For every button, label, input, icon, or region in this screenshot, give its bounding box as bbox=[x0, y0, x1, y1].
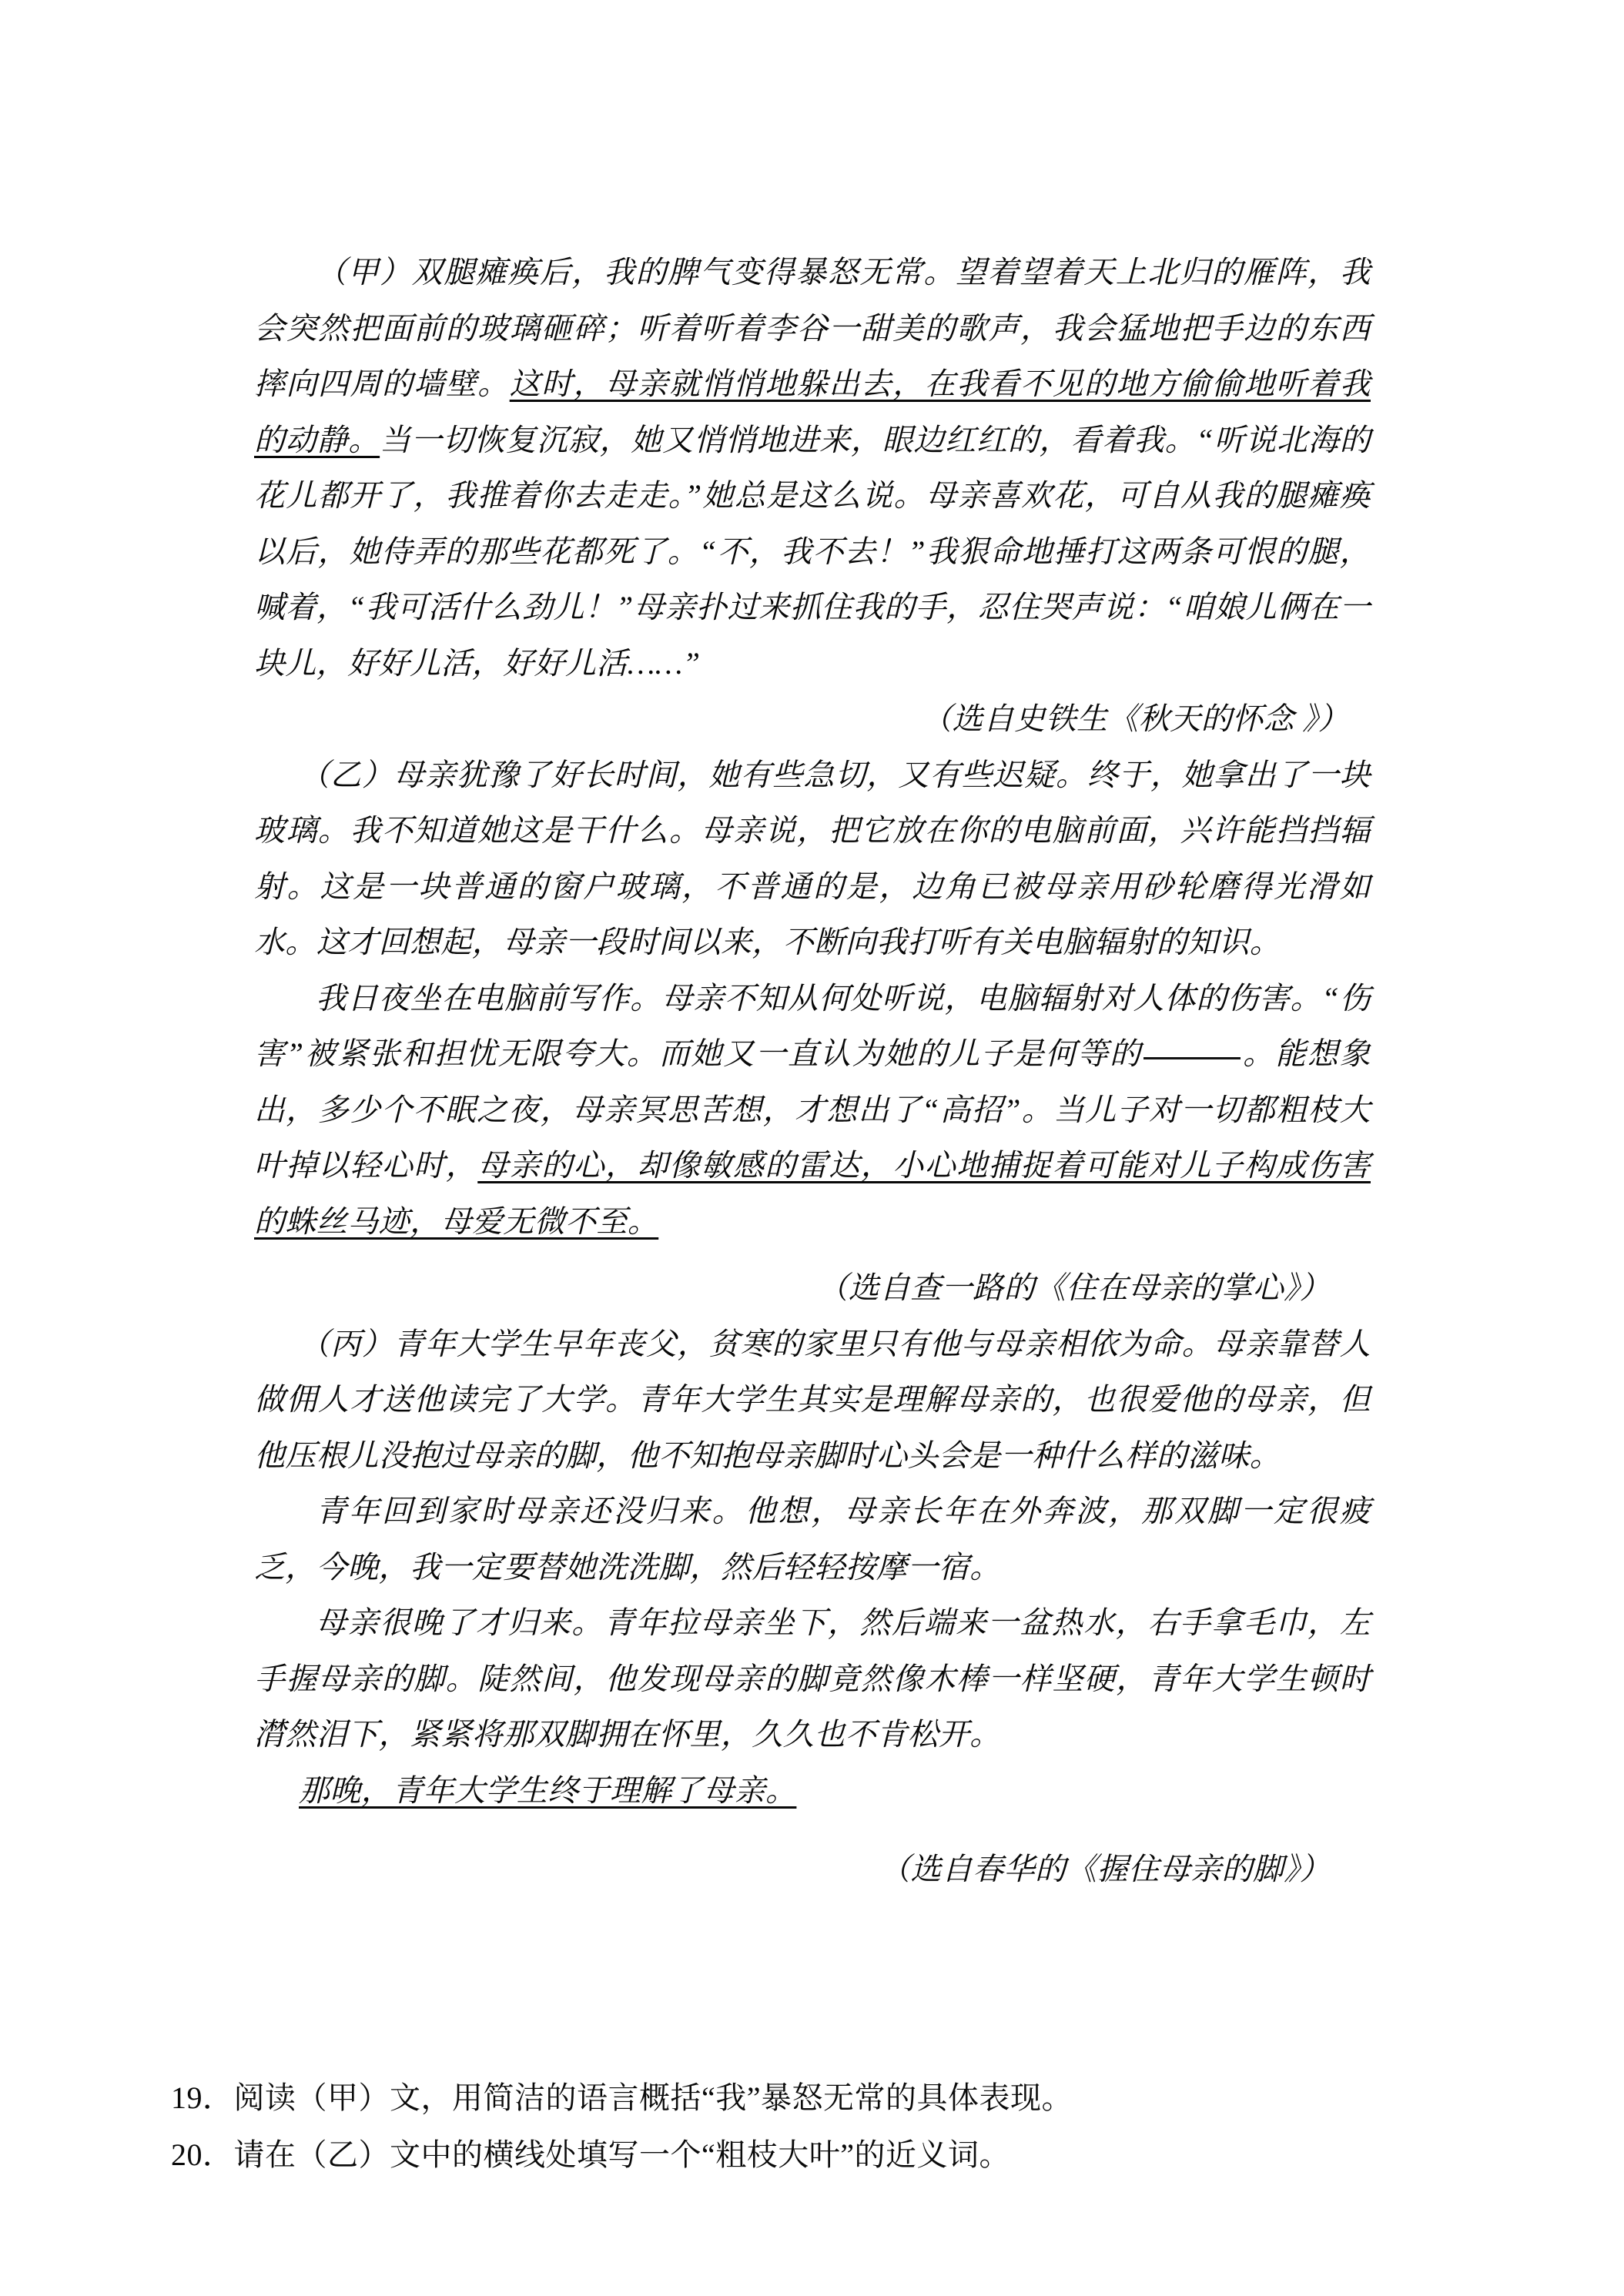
fill-in-blank-line[interactable] bbox=[1143, 1034, 1241, 1059]
question-19 bbox=[171, 2070, 1480, 2127]
passage-yi-paragraph-2 bbox=[254, 971, 1371, 1250]
question-19-text: 阅读（甲）文，用简洁的语言概括“我”暴怒无常的具体表现。 bbox=[233, 2080, 1073, 2115]
passage-bing-paragraph-2 bbox=[254, 1484, 1371, 1595]
questions-list bbox=[171, 2070, 1480, 2184]
spacer bbox=[254, 1819, 1371, 1842]
passage-jia-paragraph-1 bbox=[254, 245, 1371, 691]
passage-yi-run-1: （乙）母亲犹豫了好长时间，她有些急切，又有些迟疑。终于，她拿出了一块玻璃。我不知道她这是干什么。母亲说，把它放在你的电脑前面，兴许能挡挡辐射。这是一块普通的窗户玻璃，不普通的是，边角已被母亲用砂轮磨得光滑如水。这才回想起，母亲一段时间以来，不断向我打听有关电脑辐射的知识。 bbox=[254, 757, 1371, 959]
passage-yi-attribution: （选自查一路的《住在母亲的掌心》） bbox=[817, 1270, 1331, 1305]
passage-yi bbox=[254, 748, 1371, 1317]
spacer bbox=[254, 1250, 1371, 1260]
passage-jia-attribution: （选自史铁生《秋天的怀念 》） bbox=[921, 701, 1349, 736]
question-19-number: 19． bbox=[171, 2080, 234, 2115]
passage-bing-run-1: （丙）青年大学生早年丧父，贫寒的家里只有他与母亲相依为命。母亲靠替人做佣人才送他读完了大学。青年大学生其实是理解母亲的，也很爱他的母亲，但他压根儿没抱过母亲的脚，他不知抱母亲脚时心头会是一种什么样的滋味。 bbox=[254, 1326, 1371, 1473]
passage-bing-run-1-underlined: 那晚，青年大学生终于理解了母亲。 bbox=[299, 1772, 797, 1808]
passage-bing-attribution: （选自春华的《握住母亲的脚》） bbox=[879, 1852, 1331, 1886]
passage-yi-run-1: 我日夜坐在电脑前写作。母亲不知从何处听说，电脑辐射对人体的伤害。“伤害”被紧张和担忧无限夸大。而她又一直认为她的儿子是何等的 bbox=[254, 980, 1371, 1071]
passage-yi-paragraph-1 bbox=[254, 748, 1371, 971]
passage-yi-run-3-underlined: 母亲的心，却像敏感的雷达，小心地捕捉着可能对儿子构成伤害的蛛丝马迹，母爱无微不至。 bbox=[254, 1148, 1371, 1239]
passage-yi-run-2: 。能想象出，多少个不眠之夜，母亲冥思苦想，才想出了“高招”。当儿子对一切都粗枝大叶掉以轻心时， bbox=[254, 1036, 1371, 1183]
passage-bing-run-1: 青年回到家时母亲还没归来。他想，母亲长年在外奔波，那双脚一定很疲乏，今晚，我一定要替她洗洗脚，然后轻轻按摩一宿。 bbox=[254, 1494, 1371, 1585]
question-20 bbox=[171, 2127, 1480, 2184]
passage-bing bbox=[254, 1317, 1371, 1898]
passage-bing-run-1: 母亲很晚了才归来。青年拉母亲坐下，然后端来一盆热水，右手拿毛巾，左手握母亲的脚。陡然间，他发现母亲的脚竟然像木棒一样坚硬，青年大学生顿时潸然泪下，紧紧将那双脚拥在怀里，久久也不肯松开。 bbox=[254, 1605, 1371, 1752]
passage-area bbox=[254, 245, 1371, 1898]
passage-bing-paragraph-4 bbox=[254, 1763, 1371, 1819]
question-20-number: 20． bbox=[171, 2137, 234, 2172]
passage-bing-paragraph-1 bbox=[254, 1317, 1371, 1484]
passage-jia-run-2-underlined: 这时，母亲就悄悄地躲出去，在我看不见的地方偷偷地听着我的动静。 bbox=[254, 366, 1371, 457]
question-20-text: 请在（乙）文中的横线处填写一个“粗枝大叶”的近义词。 bbox=[233, 2137, 1011, 2172]
passage-jia-run-3: 当一切恢复沉寂，她又悄悄地进来，眼边红红的，看着我。“听说北海的花儿都开了，我推着你去走走。”她总是这么说。母亲喜欢花，可自从我的腿瘫痪以后，她侍弄的那些花都死了。“不，我不去！”我狠命地捶打这两条可恨的腿，喊着，“我可活什么劲儿！”母亲扑过来抓住我的手，忍住哭声说：“咱娘儿俩在一块儿，好好儿活，好好儿活……” bbox=[254, 422, 1371, 681]
passage-bing-paragraph-3 bbox=[254, 1595, 1371, 1763]
passage-jia-run-1: （甲）双腿瘫痪后，我的脾气变得暴怒无常。望着望着天上北归的雁阵，我会突然把面前的玻璃砸碎；听着听着李谷一甜美的歌声，我会猛地把手边的东西摔向四周的墙壁。 bbox=[254, 255, 1371, 401]
passage-jia bbox=[254, 245, 1371, 748]
